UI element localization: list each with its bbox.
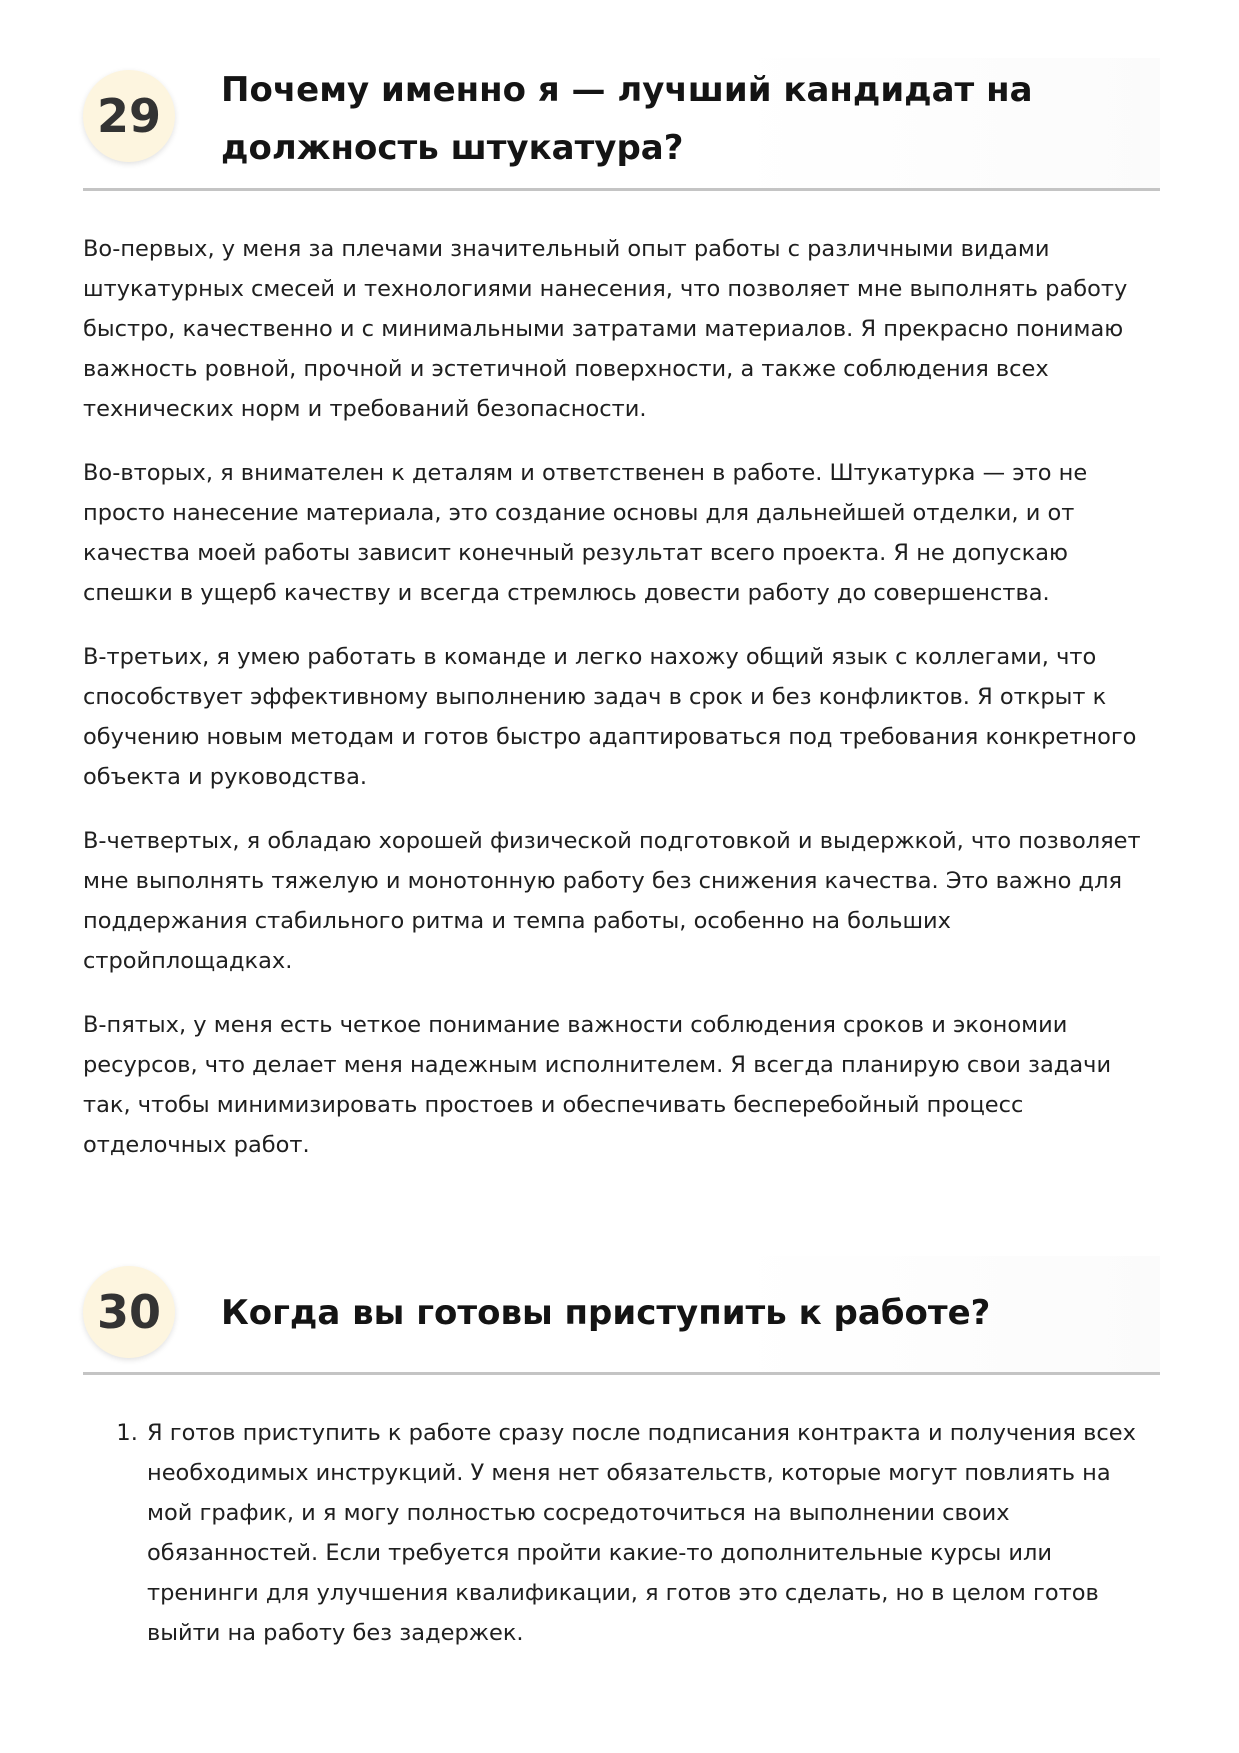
question-29-section bbox=[83, 58, 1160, 1189]
answer-paragraph: В-пятых, у меня есть четкое понимание важности соблюдения сроков и экономии ресурсов, что делает меня надежным исполнителем. Я всегда планирую свои задачи так, чтобы минимизировать простоев и обеспечивать бесперебойный процесс отделочных работ. bbox=[83, 1012, 1112, 1158]
answer-paragraph: Во-вторых, я внимателен к деталям и ответственен в работе. Штукатурка — это не просто нанесение материала, это создание основы для дальнейшей отделки, и от качества моей работы зависит конечный результат всего проекта. Я не допускаю спешки в ущерб качеству и всегда стремлюсь довести работу до совершенства. bbox=[83, 460, 1088, 606]
answer-paragraph: В-четвертых, я обладаю хорошей физической подготовкой и выдержкой, что позволяет мне выполнять тяжелую и монотонную работу без снижения качества. Это важно для поддержания стабильного ритма и темпа работы, особенно на больших стройплощадках. bbox=[83, 828, 1141, 974]
answer-paragraph: Во-первых, у меня за плечами значительный опыт работы с различными видами штукатурных смесей и технологиями нанесения, что позволяет мне выполнять работу быстро, качественно и с минимальными затратами материалов. Я прекрасно понимаю важность ровной, прочной и эстетичной поверхности, а также соблюдения всех технических норм и требований безопасности. bbox=[83, 236, 1128, 422]
question-number-badge: 30 bbox=[83, 1266, 175, 1358]
question-number-badge: 29 bbox=[83, 70, 175, 162]
answer-body bbox=[83, 229, 1160, 1165]
question-title: Когда вы готовы приступить к работе? bbox=[221, 1293, 991, 1333]
question-title: Почему именно я — лучший кандидат на должность штукатура? bbox=[221, 70, 1033, 168]
question-header bbox=[83, 58, 1160, 191]
question-header bbox=[83, 1256, 1160, 1375]
question-30-section bbox=[83, 1256, 1160, 1653]
answer-paragraph: В-третьих, я умею работать в команде и легко нахожу общий язык с коллегами, что способствует эффективному выполнению задач в срок и без конфликтов. Я открыт к обучению новым методам и готов быстро адаптироваться под требования конкретного объекта и руководства. bbox=[83, 644, 1137, 790]
list-item: 1. Я готов приступить к работе сразу после подписания контракта и получения всех необходимых инструкций. У меня нет обязательств, которые могут повлиять на мой график, и я могу полностью сосредоточиться на выполнении своих обязанностей. Если требуется пройти какие-то дополнительные курсы или тренинги для улучшения квалификации, я готов это сделать, но в целом готов выйти на работу без задержек. bbox=[145, 1413, 1160, 1653]
answer-list bbox=[83, 1413, 1160, 1653]
answer-body bbox=[83, 1413, 1160, 1653]
